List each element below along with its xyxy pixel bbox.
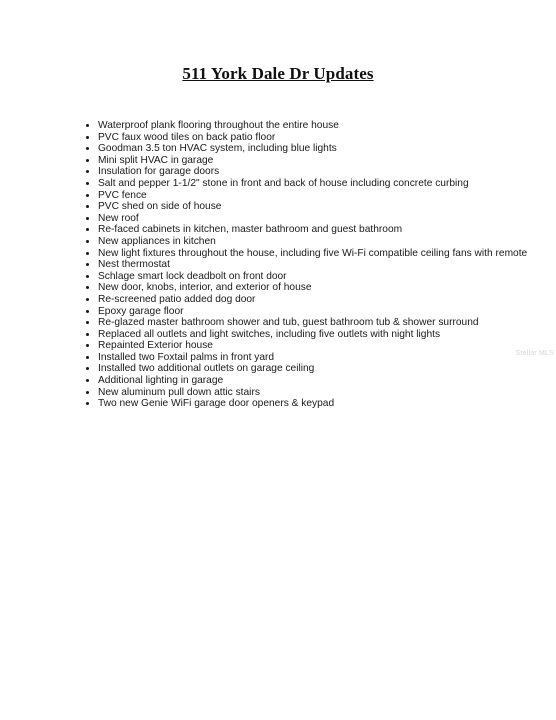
list-item: • Goodman 3.5 ton HVAC system, including blue lights xyxy=(98,143,528,155)
list-item: • Installed two additional outlets on garage ceiling xyxy=(98,363,528,375)
list-item: • New roof xyxy=(98,213,528,225)
list-item: • PVC shed on side of house xyxy=(98,201,528,213)
list-item: • New appliances in kitchen xyxy=(98,236,528,248)
list-item: • Additional lighting in garage xyxy=(98,375,528,387)
list-item: • Re-glazed master bathroom shower and tub, guest bathroom tub & shower surround xyxy=(98,317,528,329)
list-item: • Replaced all outlets and light switches, including five outlets with night lights xyxy=(98,329,528,341)
list-item: • PVC fence xyxy=(98,190,528,202)
list-item: • New light fixtures throughout the house, including five Wi-Fi compatible ceiling fans with remote xyxy=(98,248,528,260)
list-item: • Repainted Exterior house xyxy=(98,340,528,352)
updates-list xyxy=(72,120,528,410)
list-item: • PVC faux wood tiles on back patio floor xyxy=(98,132,528,144)
list-item: • Installed two Foxtail palms in front yard xyxy=(98,352,528,364)
list-item: • Salt and pepper 1-1/2" stone in front and back of house including concrete curbing xyxy=(98,178,528,190)
list-item: • Schlage smart lock deadbolt on front door xyxy=(98,271,528,283)
list-item: • New aluminum pull down attic stairs xyxy=(98,387,528,399)
document-title: 511 York Dale Dr Updates xyxy=(182,64,374,83)
list-item: • New door, knobs, interior, and exterior of house xyxy=(98,282,528,294)
list-item: • Re-screened patio added dog door xyxy=(98,294,528,306)
list-item: • Nest thermostat xyxy=(98,259,528,271)
list-item: • Re-faced cabinets in kitchen, master bathroom and guest bathroom xyxy=(98,224,528,236)
list-item: • Mini split HVAC in garage xyxy=(98,155,528,167)
list-item: • Waterproof plank flooring throughout the entire house xyxy=(98,120,528,132)
list-item: • Epoxy garage floor xyxy=(98,306,528,318)
list-item: • Insulation for garage doors xyxy=(98,166,528,178)
list-item: • Two new Genie WiFi garage door openers & keypad xyxy=(98,398,528,410)
watermark: Stellar MLS xyxy=(515,350,554,357)
